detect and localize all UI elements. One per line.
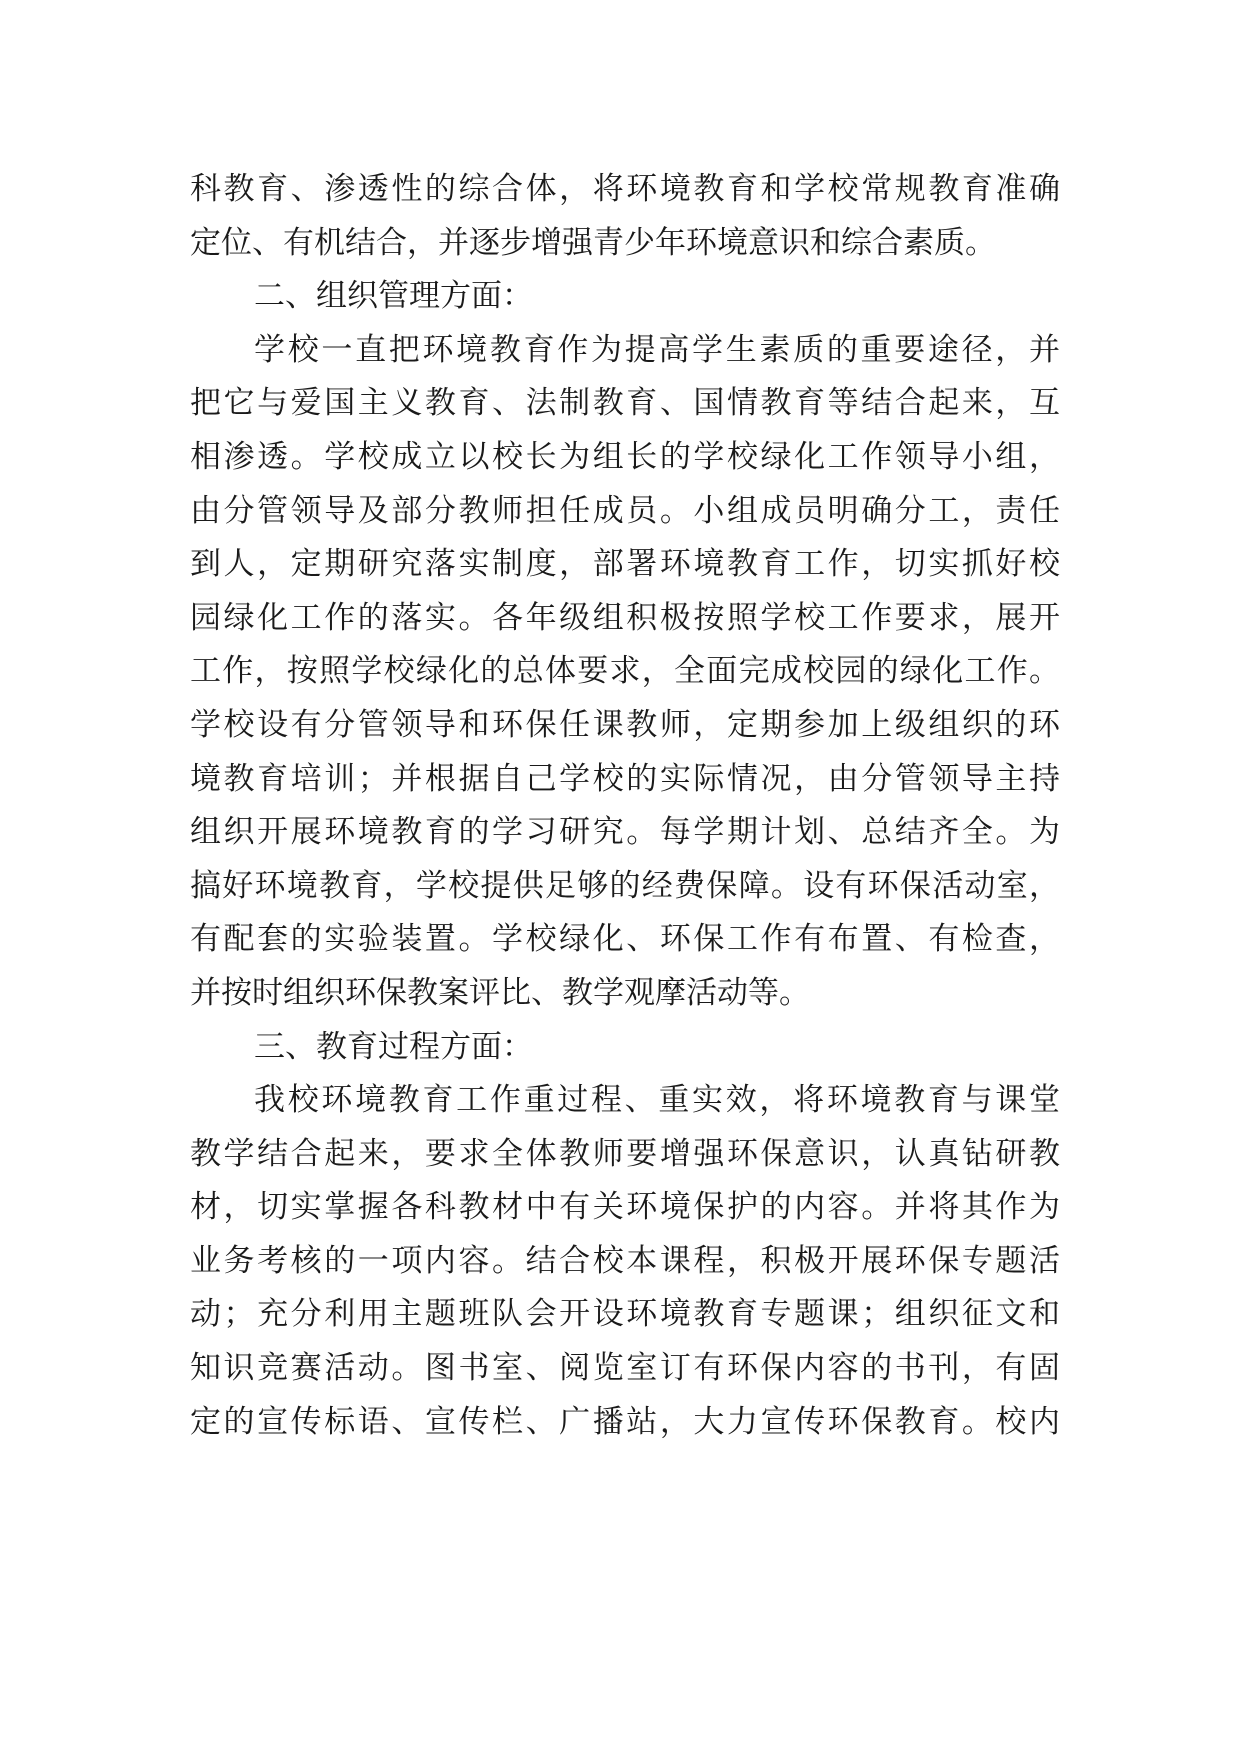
paragraph-line: 我校环境教育工作重过程、重实效，将环境教育与课堂	[254, 1082, 1060, 1119]
paragraph-line: 定的宣传标语、宣传栏、广播站，大力宣传环保教育。校内	[190, 1403, 1060, 1440]
paragraph-line: 工作，按照学校绿化的总体要求，全面完成校园的绿化工作。	[190, 653, 1060, 690]
paragraph-line: 学校一直把环境教育作为提高学生素质的重要途径，并	[254, 331, 1060, 368]
paragraph-line: 定位、有机结合，并逐步增强青少年环境意识和综合素质。	[190, 224, 996, 261]
paragraph-line: 科教育、渗透性的综合体，将环境教育和学校常规教育准确	[190, 171, 1060, 207]
paragraph-line: 知识竞赛活动。图书室、阅览室订有环保内容的书刊，有固	[190, 1350, 1060, 1387]
paragraph-line: 把它与爱国主义教育、法制教育、国情教育等结合起来，互	[190, 385, 1060, 422]
paragraph-line: 相渗透。学校成立以校长为组长的学校绿化工作领导小组，	[190, 438, 1060, 475]
paragraph-line: 动；充分利用主题班队会开设环境教育专题课；组织征文和	[190, 1296, 1060, 1333]
paragraph-line: 组织开展环境教育的学习研究。每学期计划、总结齐全。为	[190, 814, 1060, 851]
paragraph-line: 由分管领导及部分教师担任成员。小组成员明确分工，责任	[190, 492, 1060, 529]
paragraph-line: 教学结合起来，要求全体教师要增强环保意识，认真钻研教	[190, 1135, 1060, 1172]
paragraph-line: 业务考核的一项内容。结合校本课程，积极开展环保专题活	[190, 1242, 1060, 1279]
paragraph-line: 学校设有分管领导和环保任课教师，定期参加上级组织的环	[190, 706, 1060, 743]
paragraph-line: 境教育培训；并根据自己学校的实际情况，由分管领导主持	[190, 760, 1060, 797]
paragraph-line: 有配套的实验装置。学校绿化、环保工作有布置、有检查，	[190, 921, 1060, 958]
paragraph-line: 到人，定期研究落实制度，部署环境教育工作，切实抓好校	[190, 546, 1060, 583]
paragraph-line: 搞好环境教育，学校提供足够的经费保障。设有环保活动室，	[190, 867, 1060, 904]
paragraph-line: 园绿化工作的落实。各年级组积极按照学校工作要求，展开	[190, 599, 1060, 636]
section-heading: 二、组织管理方面：	[254, 278, 533, 315]
paragraph-line: 并按时组织环保教案评比、教学观摩活动等。	[190, 974, 810, 1011]
paragraph-line: 材，切实掌握各科教材中有关环境保护的内容。并将其作为	[190, 1189, 1060, 1226]
document-body	[190, 163, 1060, 1449]
section-heading: 三、教育过程方面：	[254, 1028, 533, 1065]
